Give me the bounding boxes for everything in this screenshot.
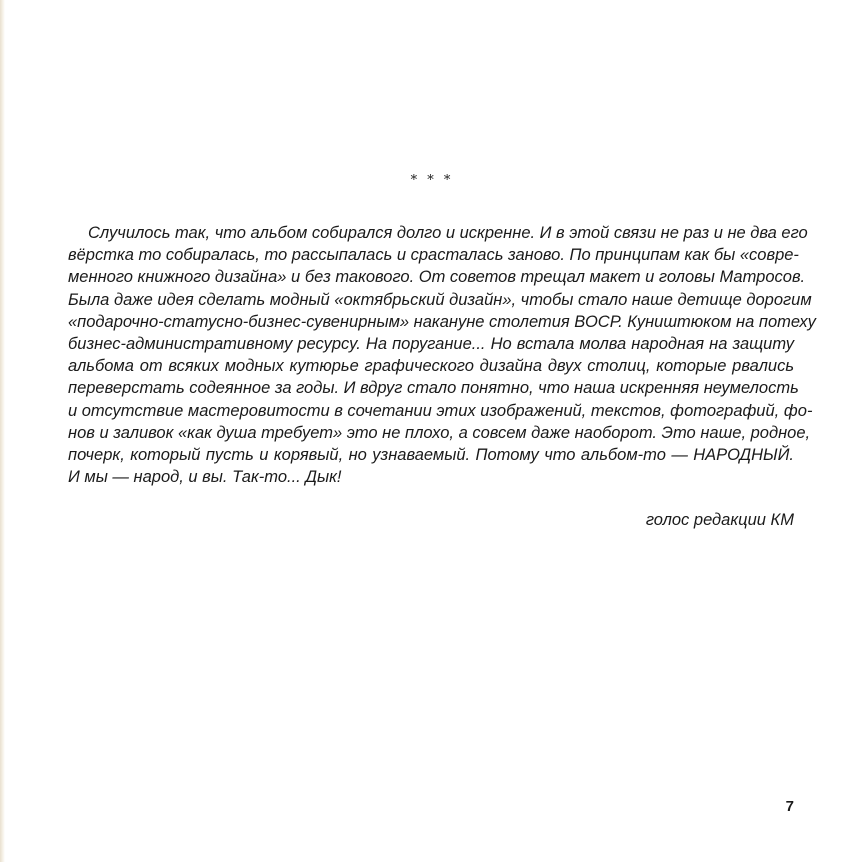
section-separator: * * * (410, 173, 454, 188)
paragraph-line: и отсутствие мастеровитости в сочетании этих изображений, текстов, фотографий, фо- (68, 401, 813, 420)
main-paragraph (68, 222, 816, 488)
paragraph-line: переверстать содеянное за годы. И вдруг стало понятно, что наша искренняя неумелость (68, 379, 799, 398)
paragraph-line: нов и заливок «как душа требует» это не плохо, а совсем даже наоборот. Это наше, родное, (68, 423, 811, 442)
paragraph-line: «подарочно-статусно-бизнес-сувенирным» накануне столетия ВОСР. Куништюком на потеху (68, 312, 816, 331)
editorial-signature: голос редакции КМ (645, 511, 794, 529)
paragraph-line: почерк, который пусть и корявый, но узнаваемый. Потому что альбом-то — НАРОДНЫЙ. (68, 446, 794, 465)
paragraph-line: Случилось так, что альбом собирался долго и искренне. И в этой связи не раз и не два его (88, 224, 808, 242)
page-number: 7 (785, 798, 794, 815)
paragraph-line: вёрстка то собиралась, то рассыпалась и срасталась заново. По принципам как бы «совре- (68, 246, 799, 265)
paragraph-line: менного книжного дизайна» и без такового. От советов трещал макет и головы Матросов. (68, 268, 806, 287)
paragraph-line: альбома от всяких модных кутюрье графического дизайна двух столиц, которые рвались (68, 357, 794, 376)
page-edge-shadow (0, 0, 5, 862)
paragraph-line: бизнес-административному ресурсу. На поругание... Но встала молва народная на защиту (68, 335, 794, 354)
paragraph-line: И мы — народ, и вы. Так-то... Дык! (68, 468, 342, 487)
paragraph-line: Была даже идея сделать модный «октябрьский дизайн», чтобы стало наше детище дорогим (68, 290, 812, 309)
